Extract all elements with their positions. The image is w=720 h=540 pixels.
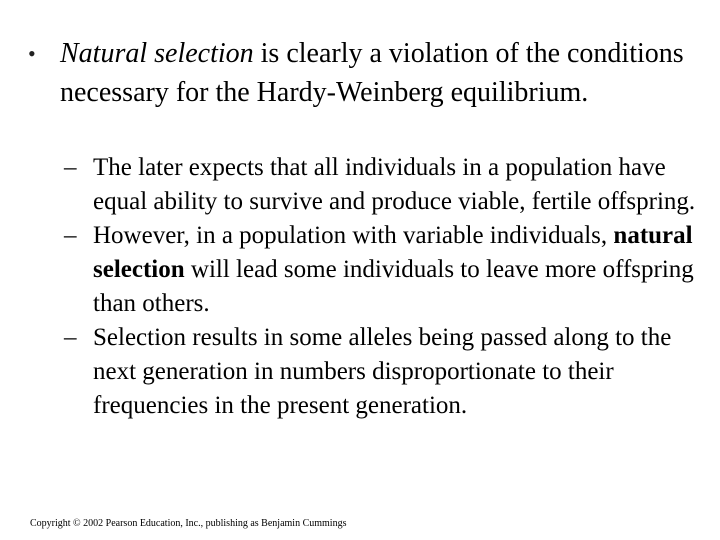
- dash-marker: –: [64, 222, 77, 249]
- sub-bullet-2: [64, 219, 704, 321]
- bullet-marker: •: [28, 41, 36, 66]
- sub-bullet-2-before: However, in a population with variable individuals,: [93, 222, 614, 249]
- dash-marker: –: [64, 154, 77, 181]
- natural-selection-bold: natural selection: [93, 222, 693, 283]
- main-bullet-rest: is clearly a violation of the conditions necessary for the Hardy-Weinberg equilibrium.: [60, 38, 684, 108]
- sub-bullet-2-after: will lead some individuals to leave more offspring than others.: [93, 256, 694, 317]
- sub-bullet-list: [64, 151, 704, 423]
- sub-bullet-2-text: [93, 219, 704, 321]
- main-bullet-text: [60, 34, 688, 112]
- sub-bullet-3-text: Selection results in some alleles being passed along to the next generation in numbers disproportionate to their frequencies in the present generation.: [93, 324, 672, 419]
- natural-selection-term: Natural selection: [60, 38, 254, 69]
- sub-bullet-1: [64, 151, 704, 219]
- copyright-footer: Copyright © 2002 Pearson Education, Inc., publishing as Benjamin Cummings: [30, 518, 347, 529]
- main-bullet: [28, 34, 688, 112]
- dash-marker: –: [64, 324, 77, 351]
- sub-bullet-1-text: The later expects that all individuals in a population have equal ability to survive and produce viable, fertile offspring.: [93, 154, 696, 215]
- sub-bullet-3: [64, 321, 704, 423]
